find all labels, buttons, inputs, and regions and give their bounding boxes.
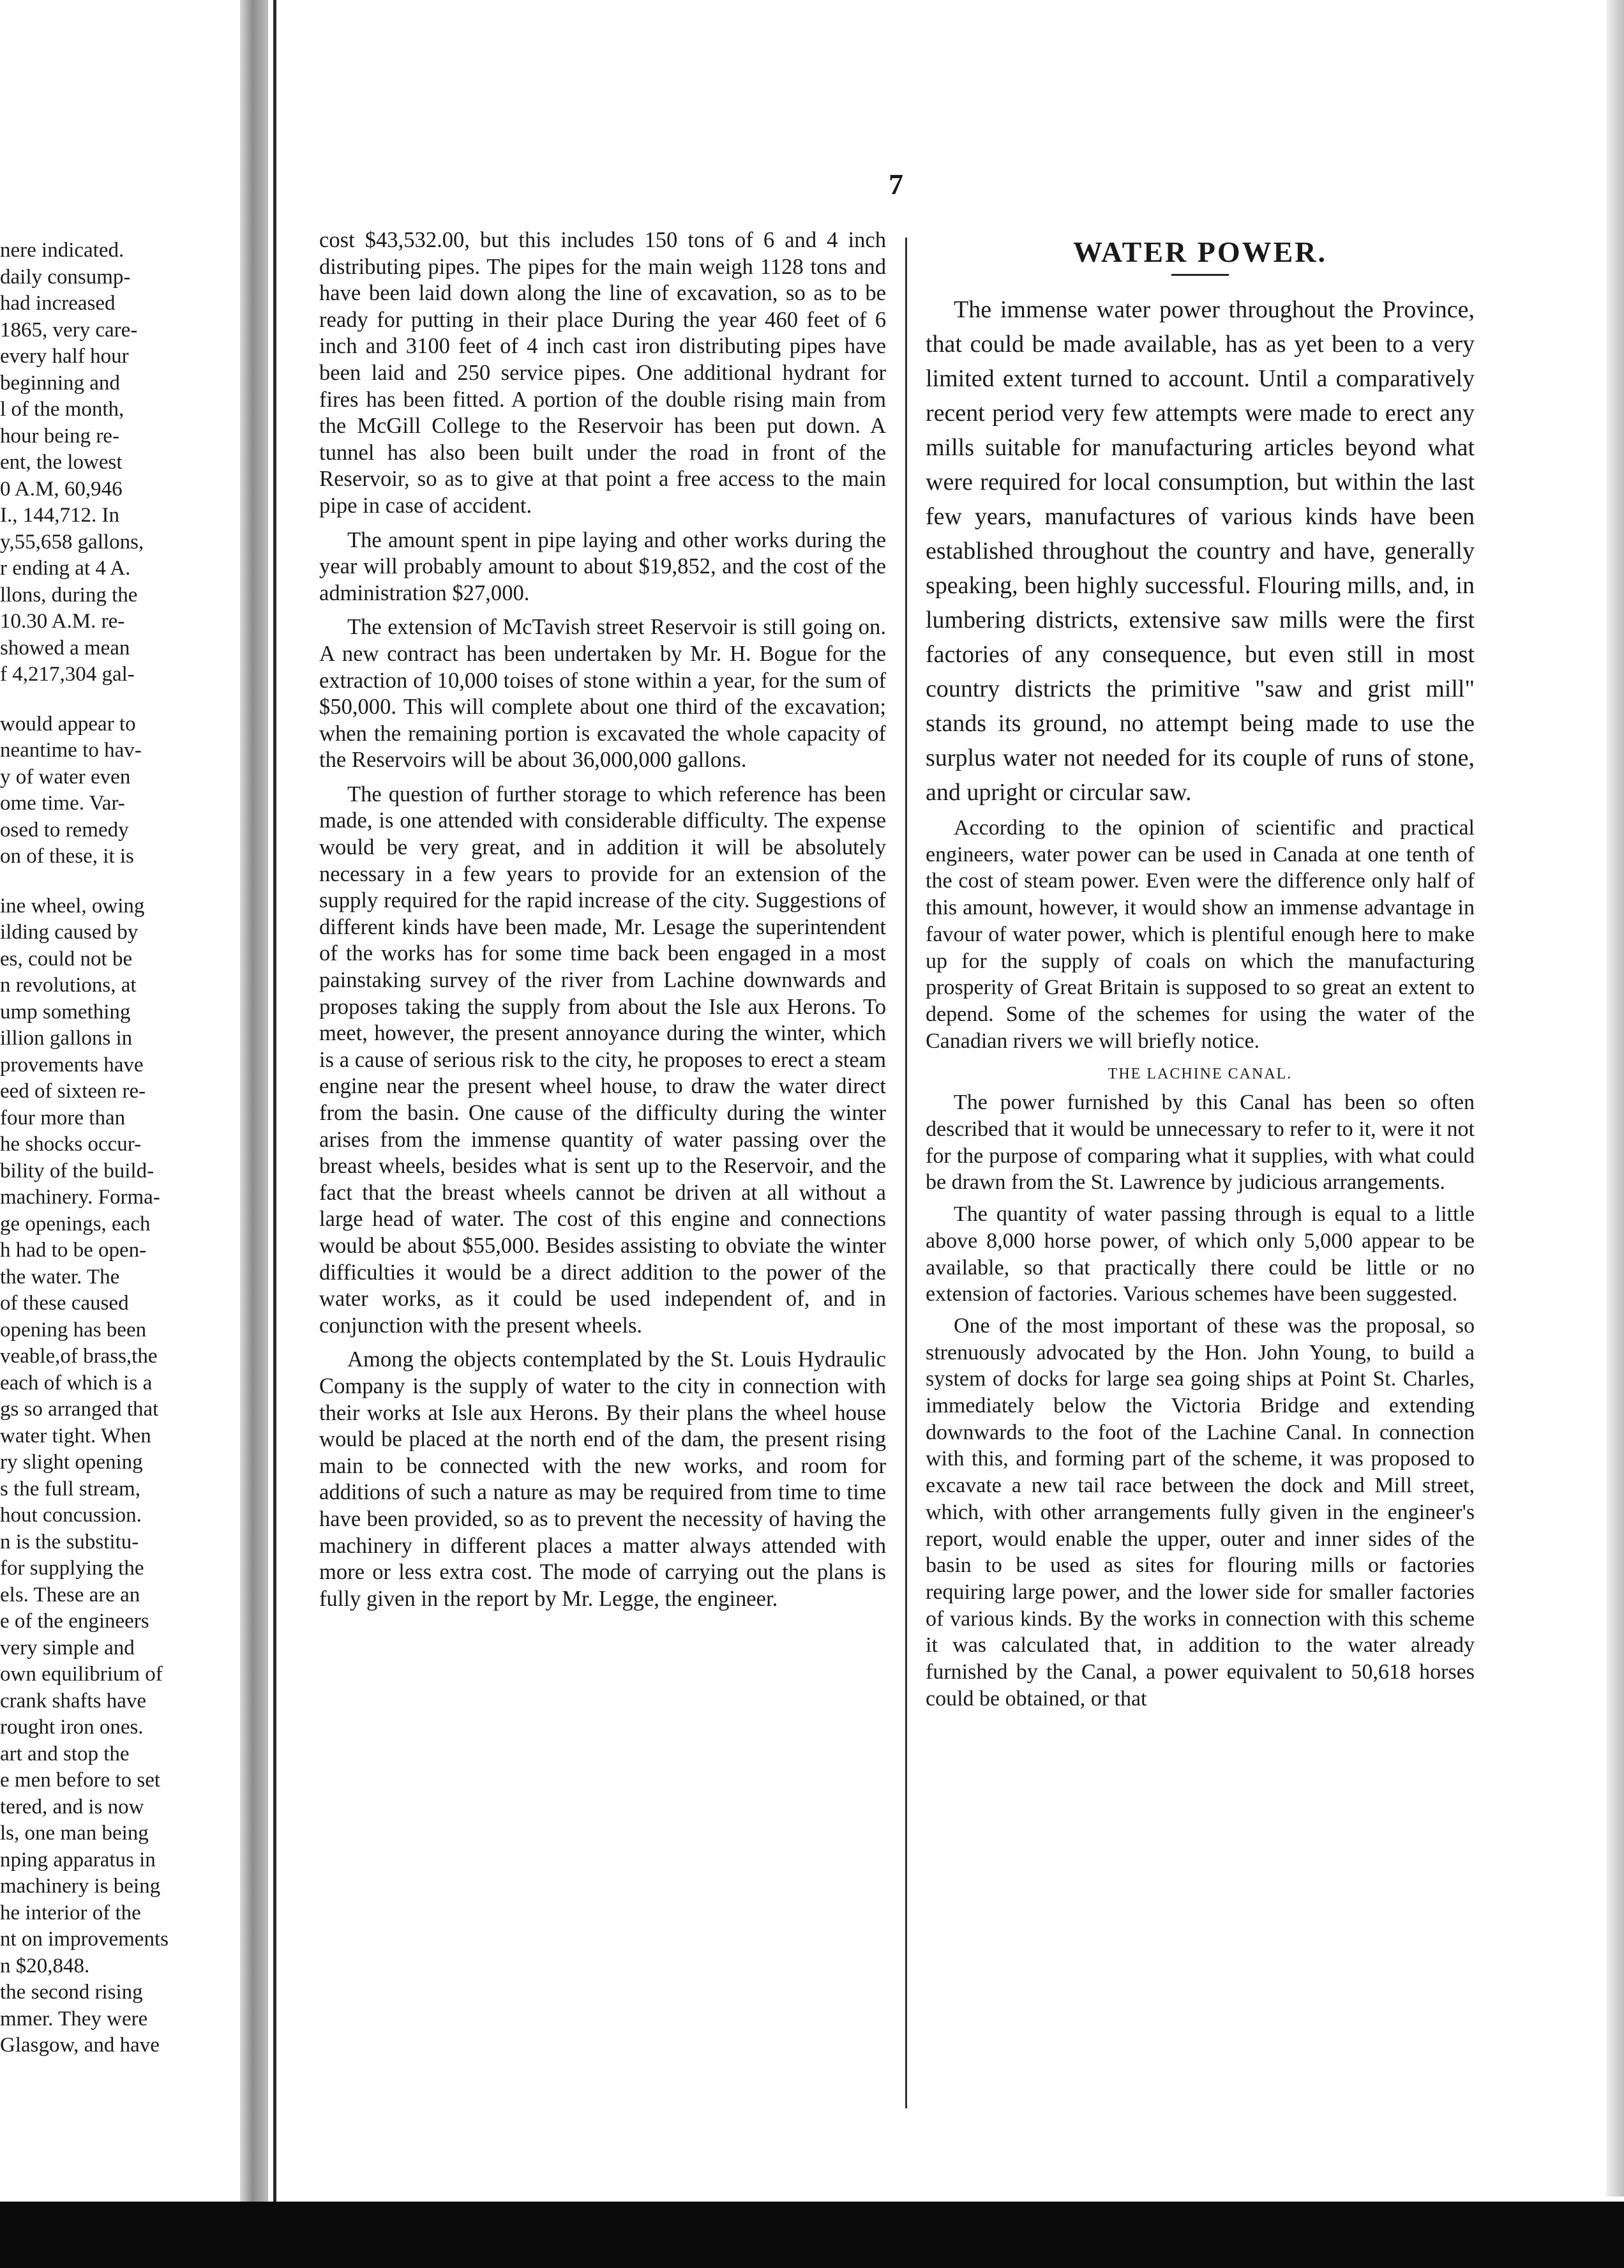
text-line: n $20,848. bbox=[0, 1954, 90, 1977]
text-line: hour being re- bbox=[0, 424, 119, 448]
text-line: eed of sixteen re- bbox=[0, 1080, 146, 1103]
page-gutter-line bbox=[273, 0, 276, 2268]
subheading: THE LACHINE CANAL. bbox=[1108, 1066, 1293, 1083]
text-line: would appear to bbox=[0, 712, 136, 736]
text-line: machinery. Forma- bbox=[0, 1186, 160, 1209]
text-line: for supplying the bbox=[0, 1557, 144, 1580]
text-line: 0 A.M, 60,946 bbox=[0, 477, 123, 501]
text-line: four more than bbox=[0, 1106, 126, 1130]
text-line: ent, the lowest bbox=[0, 451, 123, 474]
paragraph: One of the most important of these was the proposal, so strenuously advocated by the Hon. John Young, to build a system of docks for large sea going ships at Point St. Charles, immediately below the Victoria Bridge and extending downwards to the foot of the Lachine Canal. In connection with this, and forming part of the scheme, it was proposed to excavate a new tail race between the dock and Mill street, which, with other arrangements fully given in the engineer's report, would enable the upper, outer and inner sides of the basin to be used as sites for flouring mills or factories requiring large power, and the lower side for smaller factories of various kinds. By the works in connection with this scheme it was calculated that, in addition to the water already furnished by the Canal, a power equivalent to 50,618 horses could be obtained, or that bbox=[926, 1313, 1475, 1711]
text-line: es, could not be bbox=[0, 947, 133, 971]
text-line: water tight. When bbox=[0, 1424, 151, 1448]
paragraph-gap bbox=[0, 870, 237, 893]
text-line: illion gallons in bbox=[0, 1027, 133, 1050]
text-line: h had to be open- bbox=[0, 1239, 147, 1262]
right-column bbox=[926, 227, 1475, 2117]
page-right-edge bbox=[1606, 0, 1624, 2196]
text-line: e of the engineers bbox=[0, 1610, 149, 1633]
column-rule bbox=[905, 238, 907, 2108]
paragraph: Among the objects contemplated by the St. Louis Hydraulic Company is the supply of water to the city in connection with their works at Isle aux Herons. By their plans the wheel house would be placed at the north end of the dam, the present rising main to be connected with the new works, and room for additions of such a nature as may be required from time to time have been provided, so as to prevent the necessity of having the machinery in different places a matter always attended with more or less extra cost. The mode of carrying out the plans is fully given in the report by Mr. Legge, the engineer. bbox=[319, 1347, 886, 1611]
paragraph: According to the opinion of scientific and practical engineers, water power can be used in Canada at one tenth of the cost of steam power. Even were the difference only half of this amount, however, it would show an immense advantage in favour of water power, which is plentiful enough here to make up for the supply of coals on which the manufacturing prosperity of Great Britain is supposed to so great an extent to depend. Some of the schemes for using the water of the Canadian rivers we will briefly notice. bbox=[926, 816, 1475, 1053]
text-line: osed to remedy bbox=[0, 818, 129, 842]
intro-paragraphs bbox=[926, 292, 1475, 810]
text-line: ine wheel, owing bbox=[0, 894, 145, 918]
text-line: veable,of brass,the bbox=[0, 1345, 158, 1368]
section-title: WATER POWER. bbox=[1072, 236, 1328, 268]
text-line: ry slight opening bbox=[0, 1451, 143, 1474]
body-paragraphs-2 bbox=[926, 1089, 1475, 1712]
text-line: provements have bbox=[0, 1053, 144, 1077]
text-line: ilding caused by bbox=[0, 921, 139, 944]
text-line: e men before to set bbox=[0, 1769, 161, 1792]
text-line: showed a mean bbox=[0, 636, 130, 660]
text-line: beginning and bbox=[0, 371, 120, 395]
text-line: 10.30 A.M. re- bbox=[0, 610, 125, 633]
text-line: hout concussion. bbox=[0, 1504, 142, 1527]
text-line: neantime to hav- bbox=[0, 739, 142, 762]
text-line: the water. The bbox=[0, 1265, 120, 1289]
paragraph: The immense water power throughout the Province, that could be made available, has as yet been to a very limited extent turned to account. Until a comparatively recent period very few attempts were made to erect any mills suitable for manufacturing articles beyond what were required for local consumption, but within the last few years, manufactures of various kinds have been established throughout the country and have, generally speaking, been highly successful. Flouring mills, and, in lumbering districts, extensive saw mills were the first factories of any consequence, but even still in most country districts the primitive "saw and grist mill" stands its ground, no attempt being made to use the surplus water not needed for its couple of runs of stone, and upright or circular saw. bbox=[926, 296, 1475, 806]
text-line: mmer. They were bbox=[0, 2007, 148, 2030]
text-line: y of water even bbox=[0, 765, 131, 789]
text-line: ome time. Var- bbox=[0, 792, 125, 815]
text-line: ump something bbox=[0, 1000, 131, 1024]
text-line: f 4,217,304 gal- bbox=[0, 663, 135, 686]
text-line: bility of the build- bbox=[0, 1159, 154, 1183]
middle-column bbox=[319, 227, 886, 2117]
text-line: 1865, very care- bbox=[0, 318, 138, 342]
left-column-fragment bbox=[0, 238, 237, 2153]
text-line: ge openings, each bbox=[0, 1212, 151, 1236]
text-line: tered, and is now bbox=[0, 1795, 144, 1818]
paragraph-gap bbox=[0, 688, 237, 711]
text-line: ls, one man being bbox=[0, 1822, 149, 1845]
text-line: the second rising bbox=[0, 1981, 143, 2004]
text-line: nere indicated. bbox=[0, 239, 124, 262]
scan-bottom-band bbox=[0, 2202, 1624, 2268]
paragraph: The power furnished by this Canal has been so often described that it would be unnecessary to refer to it, were it not for the purpose of comparing what it supplies, with what could be drawn from the St. Lawrence by judicious arrangements. bbox=[926, 1091, 1475, 1195]
text-line: daily consump- bbox=[0, 265, 131, 289]
text-line: nping apparatus in bbox=[0, 1848, 156, 1871]
paragraph: The quantity of water passing through is equal to a little above 8,000 horse power, of which only 5,000 appear to be available, so that practically there could be little or no extension of factories. Various schemes have been suggested. bbox=[926, 1202, 1475, 1306]
text-line: l of the month, bbox=[0, 398, 124, 421]
text-line: Glasgow, and have bbox=[0, 2034, 160, 2057]
text-line: llons, during the bbox=[0, 583, 138, 607]
text-line: crank shafts have bbox=[0, 1689, 147, 1712]
text-line: own equilibrium of bbox=[0, 1663, 163, 1686]
text-line: of these caused bbox=[0, 1292, 129, 1315]
text-line: s the full stream, bbox=[0, 1477, 140, 1501]
text-line: had increased bbox=[0, 292, 116, 315]
paragraph: The question of further storage to which reference has been made, is one attended with considerable difficulty. The expense would be very great, and in addition it will be absolutely necessary in a few years to provide for an extension of the supply required for the rapid increase of the city. Suggestions of different kinds have been made, Mr. Lesage the superintendent of the works has for some time back been engaged in a most painstaking survey of the river from Lachine downwards and proposes taking the supply from about the Isle aux Herons. To meet, however, the present annoyance during the winter, which is a cause of serious risk to the city, he proposes to erect a steam engine near the present wheel house, to draw the water direct from the basin. One cause of the difficulty during the winter arises from the immense quantity of water passing over the breast wheels, besides what is sent up to the Reservoir, and the fact that the breast wheels cannot be driven at all without a large head of water. The cost of this engine and connections would be about $55,000. Besides assisting to obviate the winter difficulties it would be a direct addition to the power of the water works, as it could be used independent of, and in conjunction with the present wheels. bbox=[319, 782, 886, 1338]
text-line: gs so arranged that bbox=[0, 1398, 159, 1421]
text-line: nt on improvements bbox=[0, 1928, 169, 1951]
text-line: every half hour bbox=[0, 345, 129, 368]
text-line: r ending at 4 A. bbox=[0, 557, 131, 580]
paragraph: The extension of McTavish street Reservoir is still going on. A new contract has been undertaken by Mr. H. Bogue for the extraction of 10,000 toises of stone within a year, for the sum of $50,000. This will complete about one third of the excavation; when the remaining portion is excavated the whole capacity of the Reservoirs will be about 36,000,000 gallons. bbox=[319, 615, 886, 773]
text-line: opening has been bbox=[0, 1318, 147, 1342]
text-line: I., 144,712. In bbox=[0, 504, 119, 527]
text-line: each of which is a bbox=[0, 1371, 153, 1395]
body-paragraphs-1 bbox=[926, 815, 1475, 1054]
text-line: very simple and bbox=[0, 1636, 135, 1659]
text-line: machinery is being bbox=[0, 1875, 161, 1898]
text-line: els. These are an bbox=[0, 1583, 140, 1606]
text-line: he interior of the bbox=[0, 1901, 141, 1924]
text-line: on of these, it is bbox=[0, 845, 134, 868]
text-line: he shocks occur- bbox=[0, 1133, 142, 1156]
text-line: n revolutions, at bbox=[0, 974, 137, 997]
paragraph: cost $43,532.00, but this includes 150 tons of 6 and 4 inch distributing pipes. The pipes for the main weigh 1128 tons and have been laid down along the line of excavation, so as to be ready for putting in their place During the year 460 feet of 6 inch and 3100 feet of 4 inch cast iron distributing pipes have been laid and 250 service pipes. One additional hydrant for fires has been fitted. A portion of the double rising main from the McGill College to the Reservoir has been put down. A tunnel has also been built under the road in front of the Reservoir, so as to give at that point a free access to the main pipe in case of accident. bbox=[319, 228, 886, 518]
page-number: 7 bbox=[889, 168, 903, 200]
text-line: art and stop the bbox=[0, 1742, 130, 1765]
text-line: n is the substitu- bbox=[0, 1530, 139, 1554]
title-rule bbox=[1171, 274, 1229, 276]
text-line: rought iron ones. bbox=[0, 1716, 144, 1739]
text-line: y,55,658 gallons, bbox=[0, 530, 144, 554]
page-gutter-shadow bbox=[240, 0, 268, 2268]
paragraph: The amount spent in pipe laying and other works during the year will probably amount to about $19,852, and the cost of the administration $27,000. bbox=[319, 527, 886, 605]
